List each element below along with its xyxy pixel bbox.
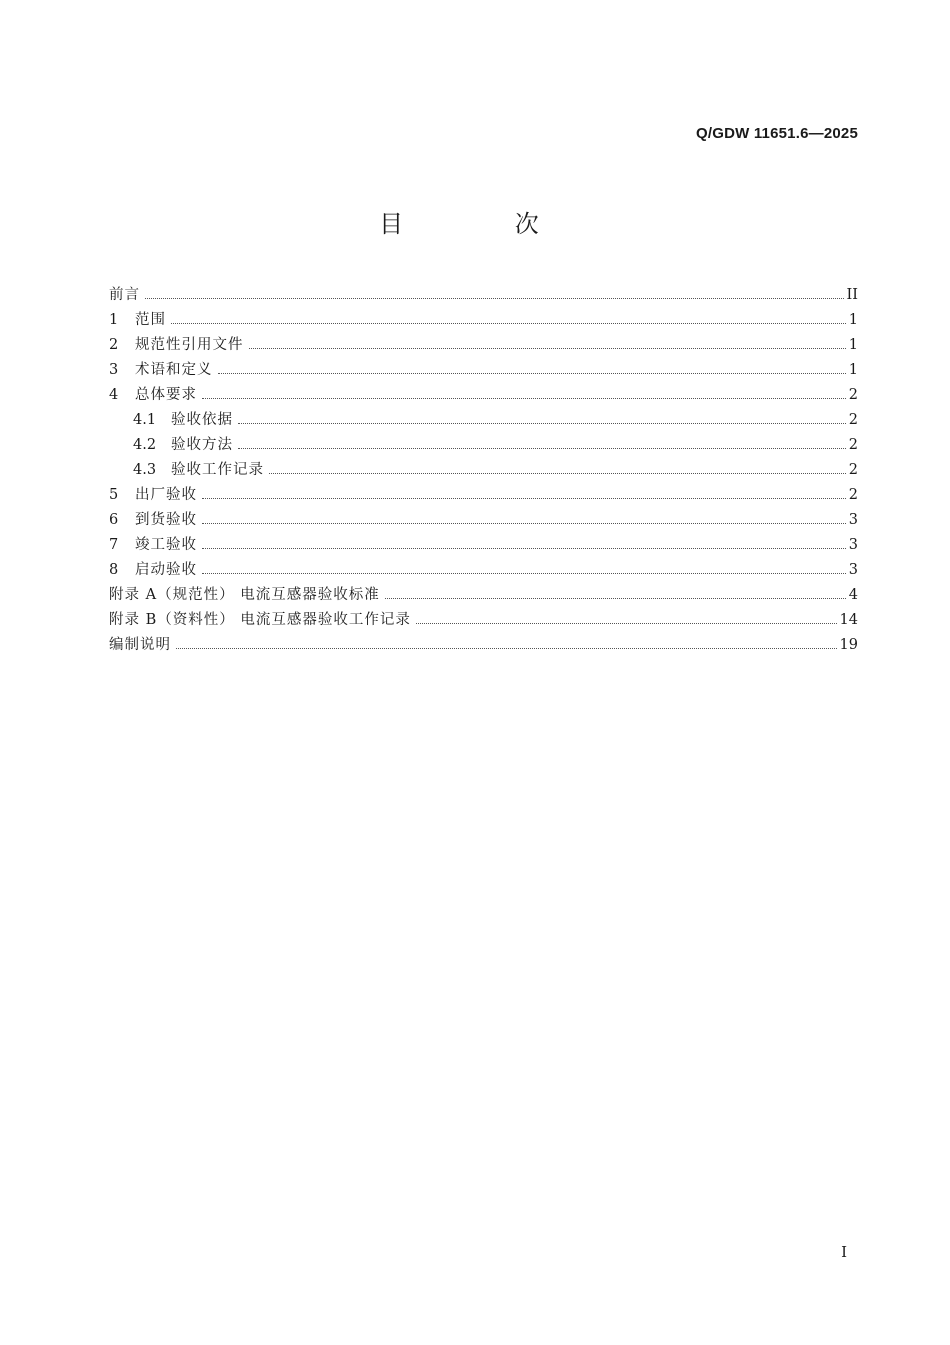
toc-entry-page: 2 [848,387,858,403]
toc-entry[interactable] [109,458,858,483]
toc-entry[interactable] [109,308,858,333]
toc-leader-dots [202,497,846,499]
toc-leader-dots [202,547,846,549]
toc-entry[interactable] [109,633,858,658]
toc-entry-title: 附录 A（规范性） 电流互感器验收标准 [109,587,380,603]
toc-entry-page: 2 [848,462,858,478]
toc-leader-dots [202,572,846,574]
toc-entry-page: 3 [848,512,858,528]
toc-leader-dots [202,522,846,524]
toc-entry[interactable] [109,283,858,308]
toc-entry-number: 4.2 [133,437,157,453]
toc-entry-number: 7 [109,537,119,553]
toc-entry[interactable] [109,433,858,458]
toc-entry-page: 14 [839,612,858,628]
toc-entry-number: 5 [109,487,119,503]
toc-entry[interactable] [109,533,858,558]
toc-entry-number: 4.1 [133,412,157,428]
toc-entry-title: 验收依据 [171,412,233,428]
toc-entry-title: 前言 [109,287,140,303]
toc-entry-title: 启动验收 [135,562,197,578]
toc-entry-number: 4.3 [133,462,157,478]
toc-entry[interactable] [109,408,858,433]
toc-entry-title: 编制说明 [109,637,171,653]
toc-entry-number: 1 [109,312,119,328]
toc-leader-dots [385,597,846,599]
toc-entry-page: 1 [848,362,858,378]
toc-entry-title: 出厂验收 [135,487,197,503]
toc-entry-page: 2 [848,437,858,453]
toc-entry-page: 4 [848,587,858,603]
toc-leader-dots [202,397,846,399]
table-of-contents [109,283,858,658]
toc-entry[interactable] [109,383,858,408]
toc-title: 目 次 [379,210,591,238]
toc-entry-title: 附录 B（资料性） 电流互感器验收工作记录 [109,612,411,628]
toc-leader-dots [145,297,844,299]
standard-code: Q/GDW 11651.6—2025 [695,125,858,142]
toc-entry-number: 6 [109,512,119,528]
toc-entry[interactable] [109,583,858,608]
toc-entry-page: 1 [848,337,858,353]
toc-leader-dots [176,647,837,649]
toc-entry-page: 2 [848,487,858,503]
toc-leader-dots [218,372,846,374]
toc-entry-page: 3 [848,537,858,553]
toc-entry[interactable] [109,483,858,508]
toc-entry-title: 范围 [135,312,166,328]
toc-entry-number: 8 [109,562,119,578]
toc-entry[interactable] [109,608,858,633]
toc-entry-title: 到货验收 [135,512,197,528]
toc-leader-dots [269,472,846,474]
toc-entry-number: 3 [109,362,119,378]
toc-entry-number: 2 [109,337,119,353]
toc-leader-dots [416,622,837,624]
toc-entry-title: 术语和定义 [135,362,213,378]
toc-entry-title: 规范性引用文件 [135,337,244,353]
toc-entry-page: 1 [848,312,858,328]
toc-entry[interactable] [109,508,858,533]
toc-entry-title: 竣工验收 [135,537,197,553]
toc-entry[interactable] [109,558,858,583]
toc-leader-dots [238,422,846,424]
toc-entry-title: 验收工作记录 [171,462,264,478]
toc-leader-dots [249,347,846,349]
toc-entry-title: 验收方法 [171,437,233,453]
toc-entry-page: 3 [848,562,858,578]
toc-leader-dots [171,322,846,324]
toc-entry-page: 19 [839,637,858,653]
page-number: I [841,1243,847,1261]
toc-leader-dots [238,447,846,449]
toc-entry[interactable] [109,333,858,358]
toc-entry-page: 2 [848,412,858,428]
toc-entry-number: 4 [109,387,119,403]
toc-entry-title: 总体要求 [135,387,197,403]
toc-entry-page: II [846,287,858,303]
toc-entry[interactable] [109,358,858,383]
